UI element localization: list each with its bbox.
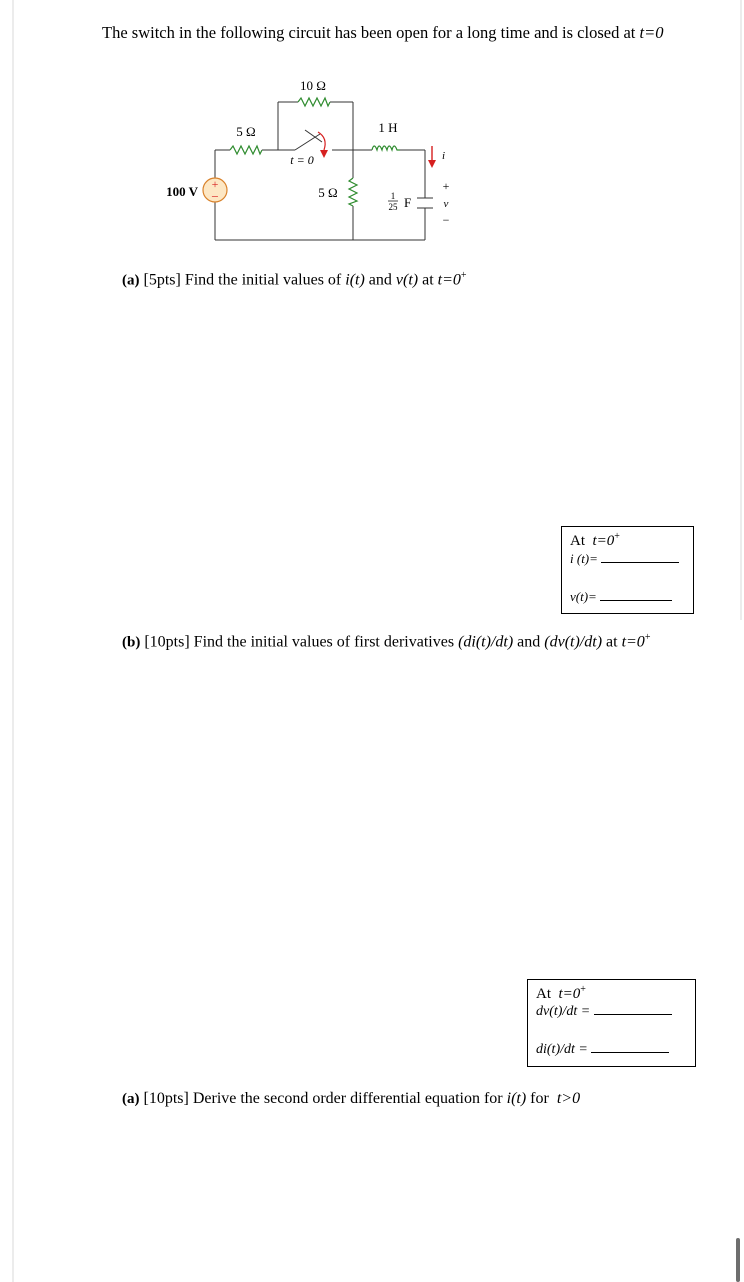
svg-text:−: − xyxy=(211,189,219,204)
answer-di-blank[interactable] xyxy=(591,1052,669,1053)
label-voltage-v: v xyxy=(443,198,449,210)
label-minus: − xyxy=(442,213,450,227)
answer-box-b-header: At t=0+ xyxy=(536,984,586,1002)
label-5-ohm-left: 5 Ω xyxy=(236,124,256,139)
answer-i-row: i (t)= xyxy=(570,551,679,567)
answer-dv-row: dv(t)/dt = xyxy=(536,1004,672,1020)
voltage-source xyxy=(203,177,227,204)
svg-text:F: F xyxy=(404,195,412,210)
svg-text:1: 1 xyxy=(390,191,396,201)
problem-intro-time: t=0 xyxy=(639,23,664,42)
current-arrow xyxy=(428,146,436,168)
label-5-ohm-middle: 5 Ω xyxy=(318,185,338,200)
question-b: (b) [10pts] Find the initial values of first derivatives (di(t)/dt) and (dv(t)/dt) at t=0+ xyxy=(122,632,651,651)
label-1-henry: 1 H xyxy=(378,120,398,135)
left-margin-line xyxy=(12,0,14,1282)
svg-text:+: + xyxy=(211,177,219,191)
label-current-i: i xyxy=(442,150,446,162)
answer-v-blank[interactable] xyxy=(600,600,672,601)
problem-intro-text: The switch in the following circuit has been open for a long time and is closed at xyxy=(102,23,636,42)
capacitor xyxy=(417,198,433,208)
answer-dv-blank[interactable] xyxy=(594,1014,672,1015)
resistor-left xyxy=(230,146,262,154)
answer-i-blank[interactable] xyxy=(601,562,679,563)
question-c: (a) [10pts] Derive the second order differential equation for i(t) for t>0 xyxy=(122,1090,581,1107)
right-margin-line xyxy=(740,0,742,620)
answer-box-b xyxy=(527,979,696,1067)
scrollbar-thumb[interactable] xyxy=(736,1238,740,1282)
answer-box-a xyxy=(561,526,694,614)
label-switch-time: t = 0 xyxy=(290,153,314,167)
label-plus: + xyxy=(442,179,450,193)
answer-di-row: di(t)/dt = xyxy=(536,1042,669,1058)
label-100-volt: 100 V xyxy=(166,184,198,199)
question-a: (a) [5pts] Find the initial values of i(t) and v(t) at t=0+ xyxy=(122,270,467,289)
label-10-ohm: 10 Ω xyxy=(300,78,326,93)
svg-text:25: 25 xyxy=(388,202,398,212)
circuit-diagram xyxy=(150,70,470,250)
problem-statement xyxy=(102,23,663,43)
inductor xyxy=(372,146,400,150)
answer-box-a-header: At t=0+ xyxy=(570,531,620,549)
answer-v-row: v(t)= xyxy=(570,589,672,605)
label-capacitor xyxy=(388,191,411,212)
resistor-top xyxy=(298,98,330,106)
resistor-middle xyxy=(349,178,357,206)
